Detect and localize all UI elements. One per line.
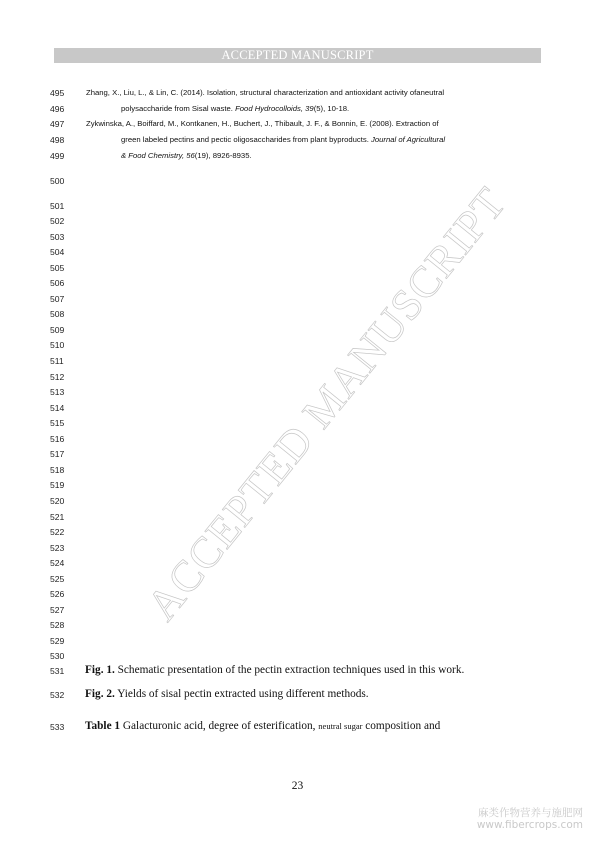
line-number: 509 — [50, 325, 65, 335]
line-number: 526 — [50, 589, 65, 599]
line-number: 495 — [50, 88, 65, 98]
line-number: 524 — [50, 558, 65, 568]
line-number: 499 — [50, 151, 65, 161]
line-number: 498 — [50, 135, 65, 145]
line-number: 505 — [50, 263, 65, 273]
line-number: 502 — [50, 216, 65, 226]
line-number: 511 — [50, 356, 64, 366]
line-number: 507 — [50, 294, 65, 304]
table-1-caption: Table 1 Galacturonic acid, degree of esterification, neutral sugar composition and — [85, 720, 441, 732]
site-watermark-title: 麻类作物营养与施肥网 — [478, 807, 583, 819]
reference-line: Zhang, X., Liu, L., & Lin, C. (2014). Isolation, structural characterization and antioxidant activity ofaneutral — [86, 88, 445, 97]
site-watermark-url: www.fibercrops.com — [476, 819, 583, 831]
line-number: 516 — [50, 434, 65, 444]
line-number: 496 — [50, 104, 65, 114]
accepted-manuscript-banner: ACCEPTED MANUSCRIPT — [54, 48, 541, 63]
line-number: 504 — [50, 247, 65, 257]
line-number: 520 — [50, 496, 65, 506]
figure-2-caption: Fig. 2. Yields of sisal pectin extracted using different methods. — [85, 688, 369, 700]
line-number: 521 — [50, 512, 65, 522]
reference-line: green labeled pectins and pectic oligosaccharides from plant byproducts. Journal of Agricultural — [121, 135, 446, 144]
site-watermark — [477, 807, 583, 831]
line-number: 500 — [50, 176, 65, 186]
line-number: 512 — [50, 372, 65, 382]
line-number: 525 — [50, 574, 65, 584]
line-number: 527 — [50, 605, 65, 615]
line-number: 518 — [50, 465, 65, 475]
page-number: 23 — [291, 780, 304, 792]
line-number: 506 — [50, 278, 65, 288]
line-number: 519 — [50, 480, 65, 490]
line-number: 530 — [50, 651, 65, 661]
journal-italic: & Food Chemistry, 56 — [121, 151, 195, 160]
accepted-manuscript-watermark: ACCEPTED MANUSCRIPT — [137, 178, 516, 630]
reference-line: & Food Chemistry, 56(19), 8926-8935. — [121, 151, 252, 160]
line-number: 510 — [50, 340, 65, 350]
journal-italic: Journal of Agricultural — [371, 135, 446, 144]
line-number: 522 — [50, 527, 65, 537]
line-number: 497 — [50, 119, 65, 129]
line-number: 531 — [50, 666, 65, 676]
line-number: 501 — [50, 201, 65, 211]
line-number: 528 — [50, 620, 65, 630]
reference-line: polysaccharide from Sisal waste. Food Hydrocolloids, 39(5), 10-18. — [121, 104, 350, 113]
line-number: 523 — [50, 543, 65, 553]
line-number: 508 — [50, 309, 65, 319]
journal-italic: Food Hydrocolloids, 39 — [235, 104, 314, 113]
line-number: 513 — [50, 387, 65, 397]
line-number: 514 — [50, 403, 65, 413]
line-number: 533 — [50, 722, 65, 732]
line-number: 532 — [50, 690, 65, 700]
line-number: 517 — [50, 449, 65, 459]
line-number: 515 — [50, 418, 65, 428]
figure-1-caption: Fig. 1. Schematic presentation of the pectin extraction techniques used in this work. — [85, 664, 465, 676]
line-number: 503 — [50, 232, 65, 242]
reference-line: Zykwinska, A., Boiffard, M., Kontkanen, H., Buchert, J., Thibault, J. F., & Bonnin, E. (2008). Extraction of — [86, 119, 439, 128]
line-number: 529 — [50, 636, 65, 646]
